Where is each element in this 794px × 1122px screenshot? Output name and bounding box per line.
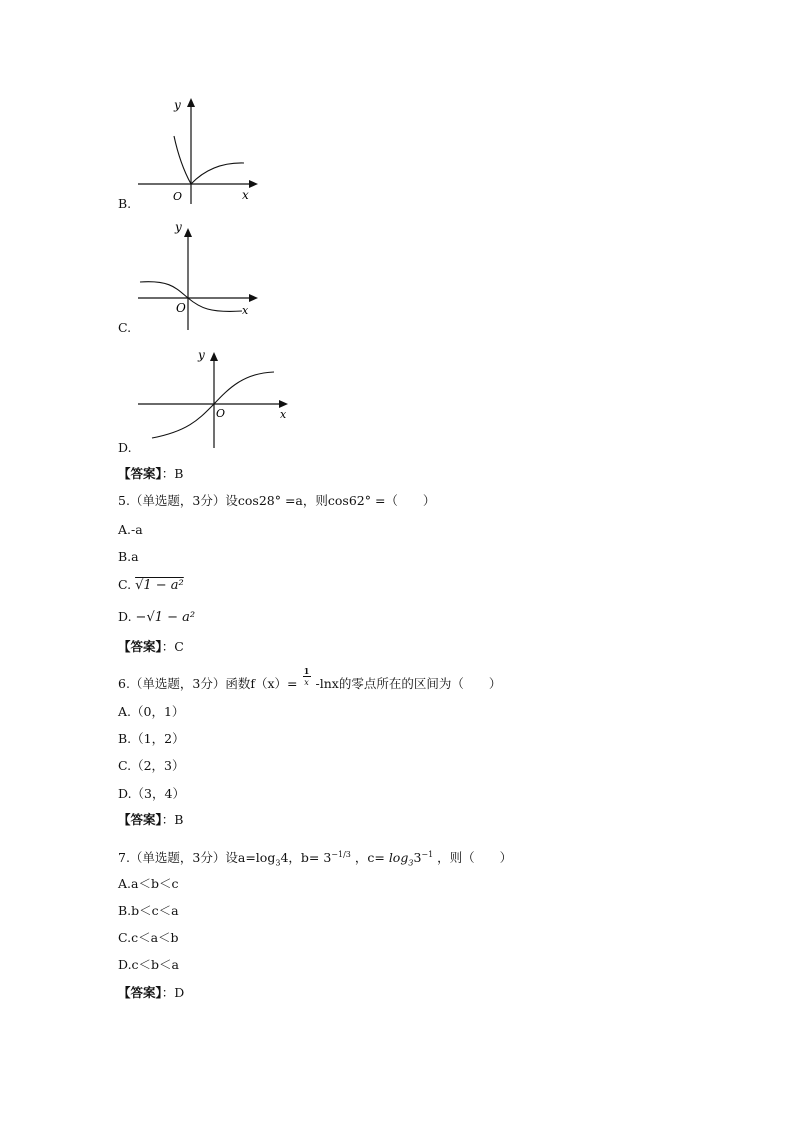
option-math: −√1 − a² (135, 610, 196, 625)
q6-stem (118, 665, 502, 693)
graph-option-b (130, 92, 270, 204)
stem-text: 4，b= (280, 850, 324, 866)
graph-b-origin: O (173, 190, 183, 203)
b-exponent: −1/3 (331, 850, 351, 859)
stem-text: 7.（单选题，3分）设a=log (118, 850, 276, 866)
graph-c-x-label: x (242, 304, 249, 317)
answer-heading: 【答案】 (118, 812, 162, 827)
c-log: log (388, 850, 409, 866)
stem-text: 6.（单选题，3分）函数f（x）= (118, 676, 302, 691)
answer-value: ：C (161, 639, 184, 654)
graph-c-y-label: y (175, 220, 182, 234)
graph-b-y-label: y (174, 98, 181, 112)
option-label: C. (118, 577, 132, 592)
fraction-1-over-x (302, 665, 312, 693)
c-log-subscript: 3 (408, 858, 414, 868)
c-exponent: −1 (421, 850, 434, 859)
stem-text: -lnx的零点所在的区间为（ ） (315, 676, 502, 691)
graph-d-origin: O (216, 407, 226, 420)
option-d-label: D. (118, 440, 132, 455)
q6-option-d: D.（3，4） (118, 786, 185, 801)
option-c-label: C. (118, 320, 132, 335)
q5-stem: 5.（单选题，3分）设cos28° =a，则cos62° =（ ） (118, 493, 436, 508)
q7-answer (118, 985, 184, 1001)
q7-option-b: B.b＜c＜a (118, 903, 179, 918)
q5-answer (118, 639, 184, 655)
answer-heading: 【答案】 (118, 985, 162, 1000)
q5-option-a: A.-a (118, 522, 143, 537)
q6-answer (118, 812, 183, 828)
graph-b-x-label: x (242, 188, 249, 202)
option-label: D. (118, 609, 132, 624)
q6-option-b: B.（1，2） (118, 731, 185, 746)
q5-option-b: B.a (118, 549, 139, 564)
c-argument: 3 (413, 850, 422, 866)
q5-option-d (118, 609, 195, 626)
fraction-numerator: 1 (303, 665, 310, 676)
answer-heading: 【答案】 (118, 466, 162, 481)
graph-c-origin: O (176, 301, 186, 315)
q7-option-a: A.a＜b＜c (118, 876, 179, 891)
fraction-denominator: x (304, 677, 309, 687)
q5-option-c (118, 577, 184, 594)
graph-d-x-label: x (280, 408, 287, 421)
answer-value: ：B (161, 812, 184, 827)
log-subscript: 3 (275, 858, 281, 868)
stem-text: ，则（ ） (437, 850, 513, 866)
answer-value: ：D (161, 985, 185, 1000)
stem-text: ，c= (354, 850, 389, 866)
q6-option-c: C.（2，3） (118, 758, 185, 773)
option-b-label: B. (118, 196, 132, 211)
fraction-bar (303, 676, 311, 677)
q7-option-d: D.c＜b＜a (118, 957, 180, 972)
answer-heading: 【答案】 (118, 639, 162, 654)
option-math: √1 − a² (135, 578, 184, 593)
graph-option-d (134, 346, 294, 450)
q7-option-c: C.c＜a＜b (118, 930, 179, 945)
graph-option-c (130, 220, 270, 330)
answer-value: ：B (161, 466, 184, 481)
q7-stem (118, 847, 512, 872)
q6-option-a: A.（0，1） (118, 704, 185, 719)
graph-d-y-label: y (198, 348, 205, 362)
b-base: 3 (323, 850, 332, 866)
q4-answer (118, 466, 183, 482)
